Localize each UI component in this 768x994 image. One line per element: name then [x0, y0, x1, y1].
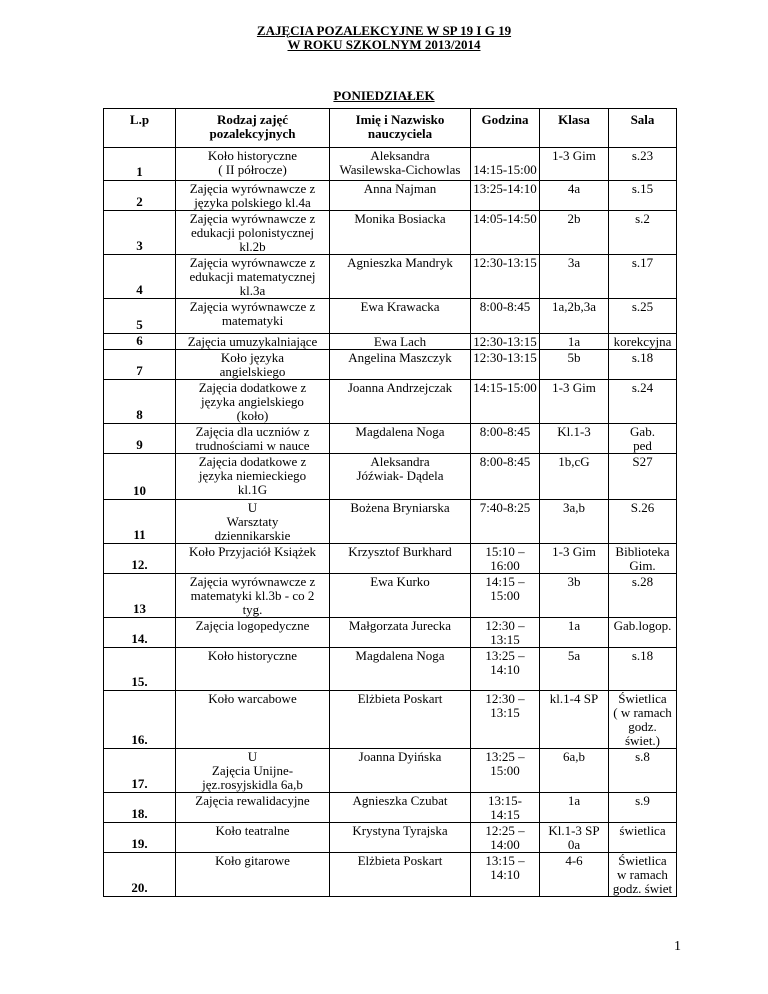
- table-row: [104, 853, 677, 897]
- row-activity: U Warsztaty dziennikarskie: [176, 500, 330, 544]
- table-row: [104, 618, 677, 648]
- row-class: 1-3 Gim: [540, 544, 609, 574]
- row-hour: 12:30 – 13:15: [471, 618, 540, 648]
- row-class: 4a: [540, 181, 609, 211]
- row-teacher: Magdalena Noga: [330, 424, 471, 454]
- row-room: Świetlica w ramach godz. świet: [609, 853, 677, 897]
- row-teacher: Elżbieta Poskart: [330, 691, 471, 749]
- col-header-lp: L.p: [104, 109, 176, 148]
- row-class: 3a,b: [540, 500, 609, 544]
- row-room: s.8: [609, 749, 677, 793]
- row-hour: 12:30-13:15: [471, 350, 540, 380]
- row-lp: 8: [104, 380, 176, 424]
- row-room: s.15: [609, 181, 677, 211]
- schedule-body: [104, 148, 677, 897]
- table-row: [104, 793, 677, 823]
- row-activity: U Zajęcia Unijne- jęz.rosyjskidla 6a,b: [176, 749, 330, 793]
- col-header-hour: Godzina: [471, 109, 540, 148]
- row-activity: Zajęcia wyrównawcze z edukacji matematycznej kl.3a: [176, 255, 330, 299]
- row-class: 5b: [540, 350, 609, 380]
- row-room: s.9: [609, 793, 677, 823]
- row-lp: 16.: [104, 691, 176, 749]
- row-activity: Zajęcia dla uczniów z trudnościami w nauce: [176, 424, 330, 454]
- row-room: Gab.logop.: [609, 618, 677, 648]
- row-lp: 12.: [104, 544, 176, 574]
- table-row: [104, 148, 677, 181]
- row-room: Gab. ped: [609, 424, 677, 454]
- row-room: s.24: [609, 380, 677, 424]
- row-class: 1b,cG: [540, 454, 609, 500]
- row-hour: 14:15-15:00: [471, 148, 540, 181]
- row-class: 1a,2b,3a: [540, 299, 609, 334]
- row-activity: Koło historyczne: [176, 648, 330, 691]
- row-teacher: Krzysztof Burkhard: [330, 544, 471, 574]
- row-activity: Zajęcia logopedyczne: [176, 618, 330, 648]
- row-activity: Zajęcia wyrównawcze z edukacji polonistycznej kl.2b: [176, 211, 330, 255]
- row-activity: Zajęcia dodatkowe z języka angielskiego (koło): [176, 380, 330, 424]
- row-lp: 4: [104, 255, 176, 299]
- row-hour: 13:25 – 14:10: [471, 648, 540, 691]
- row-class: 1-3 Gim: [540, 148, 609, 181]
- row-teacher: Magdalena Noga: [330, 648, 471, 691]
- page-number: 1: [674, 939, 681, 954]
- row-teacher: Ewa Lach: [330, 334, 471, 350]
- row-lp: 13: [104, 574, 176, 618]
- row-room: s.18: [609, 350, 677, 380]
- row-lp: 6: [104, 334, 176, 350]
- row-hour: 14:15 – 15:00: [471, 574, 540, 618]
- row-activity: Zajęcia wyrównawcze z matematyki kl.3b - co 2 tyg.: [176, 574, 330, 618]
- row-room: s.18: [609, 648, 677, 691]
- row-teacher: Aleksandra Wasilewska-Cichowlas: [330, 148, 471, 181]
- row-lp: 17.: [104, 749, 176, 793]
- row-room: s.28: [609, 574, 677, 618]
- row-hour: 12:25 – 14:00: [471, 823, 540, 853]
- schedule-table: [103, 108, 677, 897]
- col-header-teacher: Imię i Nazwisko nauczyciela: [330, 109, 471, 148]
- row-activity: Zajęcia umuzykalniające: [176, 334, 330, 350]
- row-lp: 9: [104, 424, 176, 454]
- row-hour: 12:30-13:15: [471, 255, 540, 299]
- col-header-activity: Rodzaj zajęć pozalekcyjnych: [176, 109, 330, 148]
- row-hour: 8:00-8:45: [471, 299, 540, 334]
- row-lp: 1: [104, 148, 176, 181]
- table-row: [104, 181, 677, 211]
- row-hour: 13:25-14:10: [471, 181, 540, 211]
- row-activity: Zajęcia wyrównawcze z matematyki: [176, 299, 330, 334]
- row-teacher: Angelina Maszczyk: [330, 350, 471, 380]
- table-row: [104, 574, 677, 618]
- row-activity: Koło historyczne ( II półrocze): [176, 148, 330, 181]
- row-teacher: Ewa Krawacka: [330, 299, 471, 334]
- row-room: s.23: [609, 148, 677, 181]
- row-teacher: Monika Bosiacka: [330, 211, 471, 255]
- table-row: [104, 454, 677, 500]
- row-hour: 14:15-15:00: [471, 380, 540, 424]
- row-lp: 14.: [104, 618, 176, 648]
- row-hour: 14:05-14:50: [471, 211, 540, 255]
- table-row: [104, 380, 677, 424]
- row-hour: 12:30 – 13:15: [471, 691, 540, 749]
- row-activity: Zajęcia rewalidacyjne: [176, 793, 330, 823]
- row-class: 3a: [540, 255, 609, 299]
- row-room: korekcyjna: [609, 334, 677, 350]
- row-teacher: Krystyna Tyrajska: [330, 823, 471, 853]
- table-row: [104, 424, 677, 454]
- row-lp: 7: [104, 350, 176, 380]
- row-class: 5a: [540, 648, 609, 691]
- table-row: [104, 749, 677, 793]
- table-row: [104, 334, 677, 350]
- row-teacher: Agnieszka Mandryk: [330, 255, 471, 299]
- row-teacher: Elżbieta Poskart: [330, 853, 471, 897]
- row-activity: Koło warcabowe: [176, 691, 330, 749]
- row-teacher: Małgorzata Jurecka: [330, 618, 471, 648]
- row-room: s.17: [609, 255, 677, 299]
- row-hour: 13:15 – 14:10: [471, 853, 540, 897]
- row-hour: 13:25 – 15:00: [471, 749, 540, 793]
- row-lp: 3: [104, 211, 176, 255]
- table-row: [104, 823, 677, 853]
- row-class: 2b: [540, 211, 609, 255]
- table-row: [104, 648, 677, 691]
- row-lp: 11: [104, 500, 176, 544]
- col-header-room: Sala: [609, 109, 677, 148]
- row-class: 1a: [540, 618, 609, 648]
- row-hour: 8:00-8:45: [471, 424, 540, 454]
- row-class: 6a,b: [540, 749, 609, 793]
- row-class: 1-3 Gim: [540, 380, 609, 424]
- row-hour: 13:15- 14:15: [471, 793, 540, 823]
- row-room: świetlica: [609, 823, 677, 853]
- row-teacher: Joanna Dyińska: [330, 749, 471, 793]
- row-room: Świetlica ( w ramach godz. świet.): [609, 691, 677, 749]
- table-row: [104, 299, 677, 334]
- row-class: 4-6: [540, 853, 609, 897]
- row-room: S.26: [609, 500, 677, 544]
- row-room: s.2: [609, 211, 677, 255]
- row-teacher: Joanna Andrzejczak: [330, 380, 471, 424]
- row-class: Kl.1-3: [540, 424, 609, 454]
- row-activity: Koło gitarowe: [176, 853, 330, 897]
- row-teacher: Aleksandra Jóźwiak- Dądela: [330, 454, 471, 500]
- row-activity: Koło języka angielskiego: [176, 350, 330, 380]
- document-subtitle: W ROKU SZKOLNYM 2013/2014: [287, 37, 481, 52]
- row-lp: 20.: [104, 853, 176, 897]
- row-room: S27: [609, 454, 677, 500]
- row-lp: 5: [104, 299, 176, 334]
- row-class: 1a: [540, 334, 609, 350]
- row-activity: Zajęcia dodatkowe z języka niemieckiego kl.1G: [176, 454, 330, 500]
- row-lp: 10: [104, 454, 176, 500]
- row-teacher: Ewa Kurko: [330, 574, 471, 618]
- row-hour: 7:40-8:25: [471, 500, 540, 544]
- row-teacher: Anna Najman: [330, 181, 471, 211]
- row-lp: 15.: [104, 648, 176, 691]
- row-room: s.25: [609, 299, 677, 334]
- row-activity: Zajęcia wyrównawcze z języka polskiego kl.4a: [176, 181, 330, 211]
- table-row: [104, 350, 677, 380]
- table-row: [104, 544, 677, 574]
- table-row: [104, 500, 677, 544]
- row-teacher: Agnieszka Czubat: [330, 793, 471, 823]
- day-heading: PONIEDZIAŁEK: [333, 88, 435, 103]
- table-row: [104, 691, 677, 749]
- row-teacher: Bożena Bryniarska: [330, 500, 471, 544]
- row-class: kl.1-4 SP: [540, 691, 609, 749]
- row-room: Biblioteka Gim.: [609, 544, 677, 574]
- row-lp: 2: [104, 181, 176, 211]
- table-row: [104, 211, 677, 255]
- header-row: [104, 109, 677, 148]
- row-activity: Koło Przyjaciół Książek: [176, 544, 330, 574]
- document-title: ZAJĘCIA POZALEKCYJNE W SP 19 I G 19: [256, 23, 512, 38]
- row-hour: 15:10 – 16:00: [471, 544, 540, 574]
- row-class: 1a: [540, 793, 609, 823]
- row-lp: 19.: [104, 823, 176, 853]
- col-header-class: Klasa: [540, 109, 609, 148]
- row-lp: 18.: [104, 793, 176, 823]
- row-class: Kl.1-3 SP 0a: [540, 823, 609, 853]
- row-activity: Koło teatralne: [176, 823, 330, 853]
- table-row: [104, 255, 677, 299]
- row-hour: 8:00-8:45: [471, 454, 540, 500]
- row-hour: 12:30-13:15: [471, 334, 540, 350]
- row-class: 3b: [540, 574, 609, 618]
